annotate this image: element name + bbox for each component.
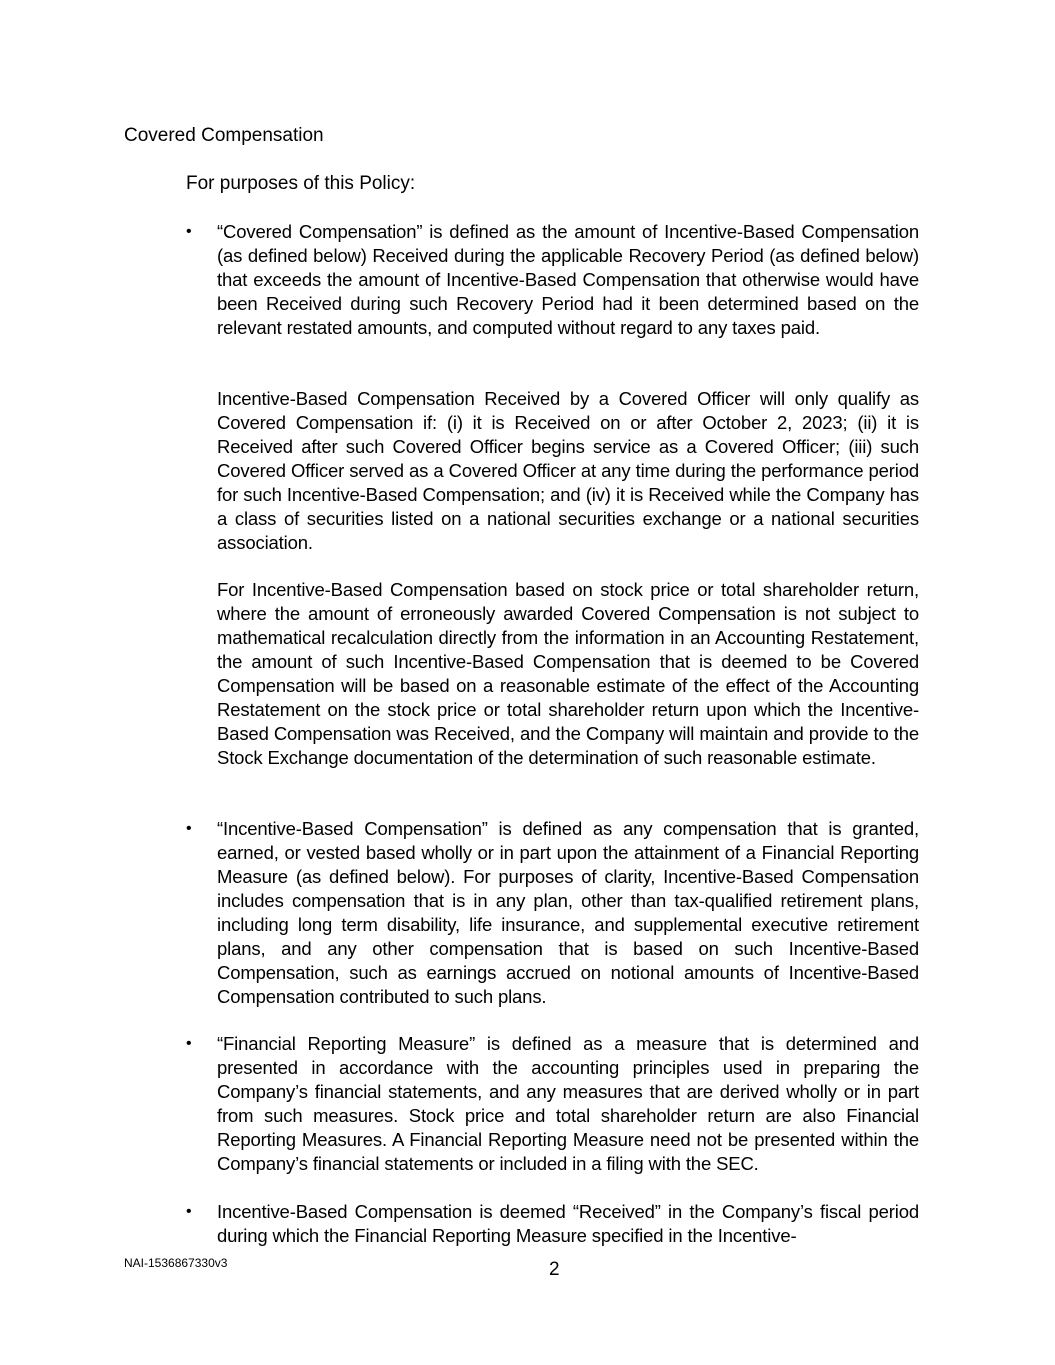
paragraph-stock-price-estimate: For Incentive-Based Compensation based on stock price or total shareholder return, where the amount of erroneously awarded Covered Compensation is not subject to mathematical recalculation directly from the information in an Accounting Restatement, the amount of such Incentive-Based Compensation that is deemed to be Covered Compensation will be based on a reasonable estimate of the effect of the Accounting Restatement on the stock price or total shareholder return upon which the Incentive-Based Compensation was Received, and the Company will maintain and provide to the Stock Exchange documentation of the determination of such reasonable estimate. xyxy=(217,579,919,768)
bullet-icon: • xyxy=(186,820,192,837)
document-id: NAI-1536867330v3 xyxy=(124,1256,228,1270)
definition-covered-compensation: “Covered Compensation” is defined as the amount of Incentive-Based Compensation (as defined below) Received during the applicable Recovery Period (as defined below) that exceeds the amount of Incentive-Based Compensation that otherwise would have been Received during such Recovery Period had it been determined based on the relevant restated amounts, and computed without regard to any taxes paid. xyxy=(217,221,919,338)
page-number: 2 xyxy=(549,1259,560,1280)
bullet-icon: • xyxy=(186,223,192,240)
bullet-icon: • xyxy=(186,1203,192,1220)
definition-financial-reporting-measure: “Financial Reporting Measure” is defined as a measure that is determined and presented in accordance with the accounting principles used in preparing the Company’s financial statements, and any measures that are derived wholly or in part from such measures. Stock price and total shareholder return are also Financial Reporting Measures. A Financial Reporting Measure need not be presented within the Company’s financial statements or included in a filing with the SEC. xyxy=(217,1033,919,1174)
definition-incentive-based-compensation: “Incentive-Based Compensation” is defined as any compensation that is granted, earned, or vested based wholly or in part upon the attainment of a Financial Reporting Measure (as defined below). For purposes of clarity, Incentive-Based Compensation includes compensation that is in any plan, other than tax-qualified retirement plans, including long term disability, life insurance, and supplemental executive retirement plans, and any other compensation that is based on such Incentive-Based Compensation, such as earnings accrued on notional amounts of Incentive-Based Compensation contributed to such plans. xyxy=(217,818,919,1007)
bullet-icon: • xyxy=(186,1035,192,1052)
intro-text: For purposes of this Policy: xyxy=(186,173,416,194)
paragraph-qualification: Incentive-Based Compensation Received by a Covered Officer will only qualify as Covered Compensation if: (i) it is Received on or after October 2, 2023; (ii) it is Received after such Covered Officer begins service as a Covered Officer; (iii) such Covered Officer served as a Covered Officer at any time during the performance period for such Incentive-Based Compensation; and (iv) it is Received while the Company has a class of securities listed on a national securities exchange or a national securities association. xyxy=(217,388,919,553)
definition-received: Incentive-Based Compensation is deemed “Received” in the Company’s fiscal period during which the Financial Reporting Measure specified in the Incentive- xyxy=(217,1201,919,1246)
section-heading: Covered Compensation xyxy=(124,125,324,146)
